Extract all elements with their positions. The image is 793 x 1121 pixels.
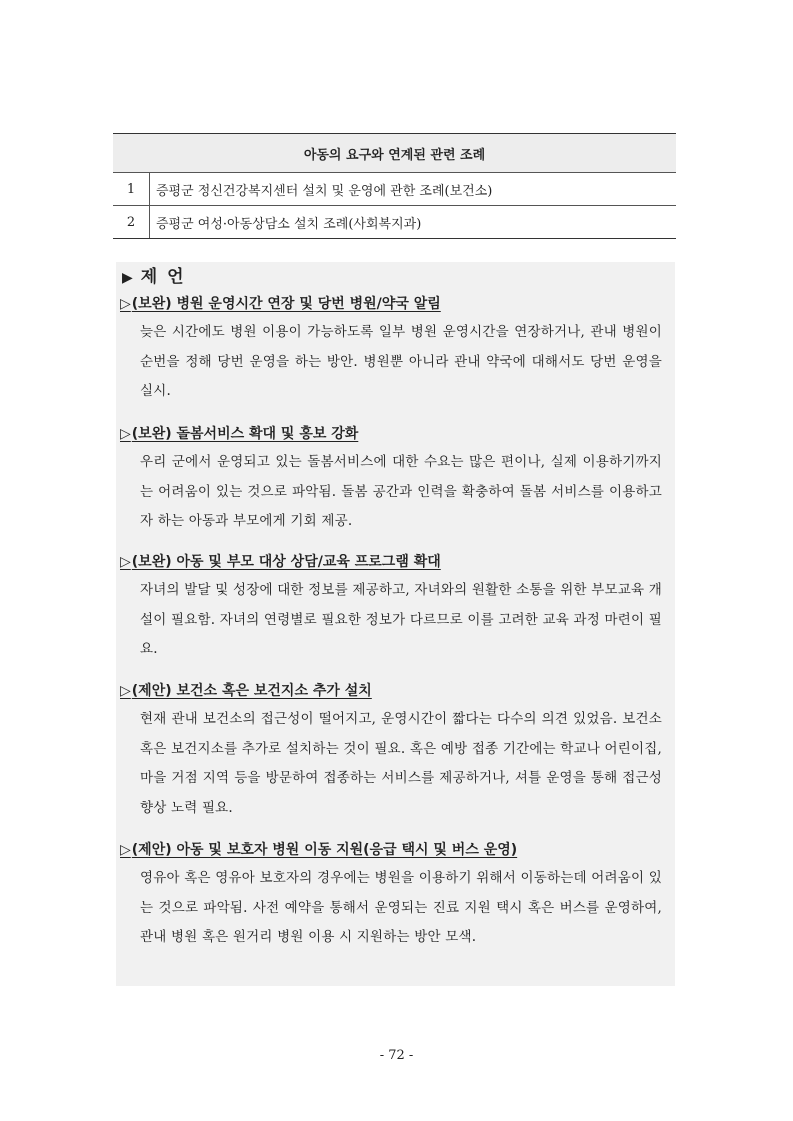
proposal-heading-text: 제 언 [140, 267, 186, 287]
proposal-item-body: 늦은 시간에도 병원 이용이 가능하도록 일부 병원 운영시간을 연장하거나, 관내 병원이 순번을 정해 당번 운영을 하는 방안. 병원뿐 아니라 관내 약국에 대해서도 당번 운영을 실시. [140, 324, 662, 399]
row-number: 1 [113, 173, 150, 206]
ordinance-table [113, 133, 676, 239]
table-row [113, 173, 676, 206]
proposal-item-body: 자녀의 발달 및 성장에 대한 정보를 제공하고, 자녀와의 원활한 소통을 위한 부모교육 개설이 필요함. 자녀의 연령별로 필요한 정보가 다르므로 이를 고려한 교육 과정 마련이 필요. [140, 582, 662, 657]
proposal-item-body: 영유아 혹은 영유아 보호자의 경우에는 병원을 이용하기 위해서 이동하는데 어려움이 있는 것으로 파악됨. 사전 예약을 통해서 운영되는 진료 지원 택시 혹은 버스를 운영하여, 관내 병원 혹은 원거리 병원 이용 시 지원하는 방안 모색. [140, 870, 662, 945]
table-header-row [113, 134, 676, 173]
hollow-triangle-icon: ▷ [120, 554, 131, 570]
proposal-heading [122, 262, 186, 287]
row-number: 2 [113, 206, 150, 239]
proposal-item-title: ▷(제안) 보건소 혹은 보건지소 추가 설치 [120, 683, 372, 699]
proposal-item-title: ▷(보완) 아동 및 부모 대상 상담/교육 프로그램 확대 [120, 554, 441, 570]
proposal-item-title: ▷(보완) 병원 운영시간 연장 및 당번 병원/약국 알림 [120, 296, 441, 312]
triangle-bullet-icon: ▶ [122, 270, 133, 286]
proposal-item-title: ▷(보완) 돌봄서비스 확대 및 홍보 강화 [120, 426, 359, 442]
proposal-item-body: 우리 군에서 운영되고 있는 돌봄서비스에 대한 수요는 많은 편이나, 실제 이용하기까지는 어려움이 있는 것으로 파악됨. 돌봄 공간과 인력을 확충하여 돌봄 서비스를 이용하고자 하는 아동과 부모에게 기회 제공. [140, 454, 662, 529]
page-number: - 72 - [379, 1048, 414, 1063]
row-text: 증평군 정신건강복지센터 설치 및 운영에 관한 조례(보건소) [150, 173, 677, 206]
hollow-triangle-icon: ▷ [120, 426, 131, 442]
proposal-item-title: ▷(제안) 아동 및 보호자 병원 이동 지원(응급 택시 및 버스 운영) [120, 842, 518, 858]
hollow-triangle-icon: ▷ [120, 683, 131, 699]
hollow-triangle-icon: ▷ [120, 296, 131, 312]
table-row [113, 206, 676, 239]
hollow-triangle-icon: ▷ [120, 842, 131, 858]
table-header: 아동의 요구와 연계된 관련 조례 [113, 134, 676, 173]
proposal-item-body: 현재 관내 보건소의 접근성이 떨어지고, 운영시간이 짧다는 다수의 의견 있었음. 보건소 혹은 보건지소를 추가로 설치하는 것이 필요. 혹은 예방 접종 기간에는 학교나 어린이집, 마을 거점 지역 등을 방문하여 접종하는 서비스를 제공하거나, 셔틀 운영을 통해 접근성 향상 노력 필요. [140, 711, 662, 816]
row-text: 증평군 여성·아동상담소 설치 조례(사회복지과) [150, 206, 677, 239]
